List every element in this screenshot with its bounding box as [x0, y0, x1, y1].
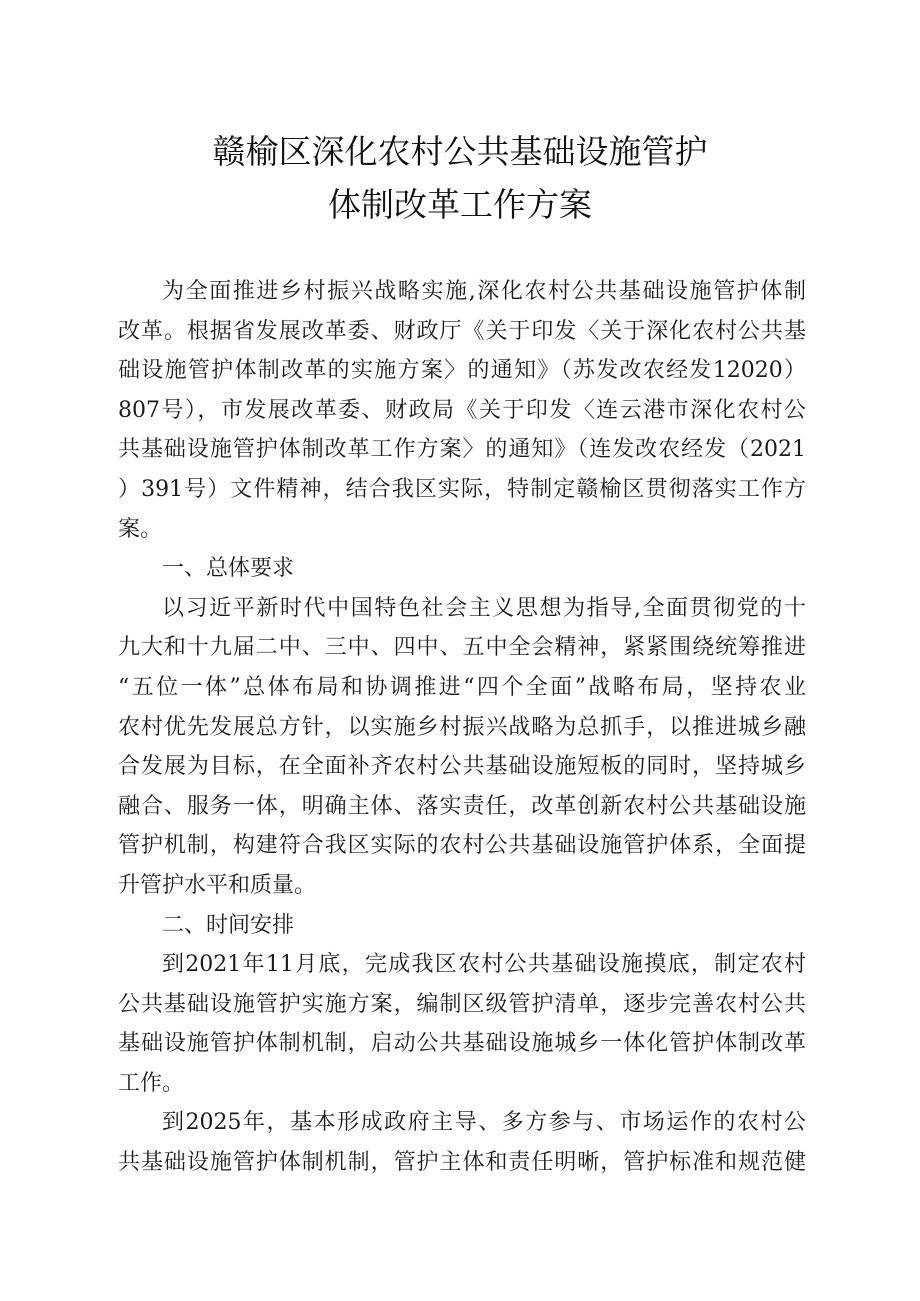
- text-line: 九大和十九届二中、三中、四中、五中全会精神，紧紧围绕统筹推进: [118, 635, 806, 661]
- text-line: ）391号）文件精神，结合我区实际，特制定赣榆区贯彻落实工作方: [118, 476, 806, 502]
- paragraph-preamble: [118, 272, 806, 549]
- text-line: 融合、服务一体，明确主体、落实责任，改革创新农村公共基础设施: [118, 793, 806, 819]
- text-line: 管护机制，构建符合我区实际的农村公共基础设施管护体系，全面提: [118, 833, 806, 859]
- text-line: 工作。: [118, 1070, 185, 1096]
- text-line: 为全面推进乡村振兴战略实施,深化农村公共基础设施管护体制: [162, 279, 806, 304]
- text-line: “五位一体”总体布局和协调推进“四个全面”战略布局，坚持农业: [118, 674, 806, 700]
- text-line: 共基础设施管护体制改革工作方案〉的通知》（连发改农经发（2021: [118, 437, 806, 463]
- text-line: 合发展为目标，在全面补齐农村公共基础设施短板的同时，坚持城乡: [118, 754, 806, 780]
- text-line: 础设施管护体制改革的实施方案〉的通知》（苏发改农经发12020）: [118, 358, 806, 384]
- text-line: 到2025年，基本形成政府主导、多方参与、市场运作的农村公: [162, 1110, 806, 1136]
- document-title-line-1: 赣榆区深化农村公共基础设施管护: [212, 132, 708, 171]
- text-line: 基础设施管护体制机制，启动公共基础设施城乡一体化管护体制改革: [118, 1031, 806, 1057]
- document-title-line-2: 体制改革工作方案: [328, 185, 592, 224]
- paragraph-schedule-2025: [118, 1103, 806, 1182]
- paragraph-schedule-2021: [118, 945, 806, 1103]
- text-line: 案。: [118, 516, 163, 542]
- text-line: 807号），市发展改革委、财政局《关于印发〈连云港市深化农村公: [118, 397, 806, 423]
- text-line: 以习近平新时代中国特色社会主义思想为指导,全面贯彻党的十: [162, 595, 806, 621]
- text-line: 到2021年11月底，完成我区农村公共基础设施摸底，制定农村: [162, 952, 806, 978]
- section-heading-general-requirements: 一、总体要求: [162, 556, 295, 582]
- paragraph-general-requirements: [118, 589, 806, 906]
- text-line: 升管护水平和质量。: [118, 872, 317, 898]
- text-line: 公共基础设施管护实施方案，编制区级管护清单，逐步完善农村公共: [118, 991, 806, 1017]
- section-heading-schedule: 二、时间安排: [162, 912, 295, 938]
- text-line: 共基础设施管护体制机制，管护主体和责任明晰，管护标准和规范健: [118, 1150, 806, 1176]
- text-line: 改革。根据省发展改革委、财政厅《关于印发〈关于深化农村公共基: [118, 318, 806, 344]
- text-line: 农村优先发展总方针，以实施乡村振兴战略为总抓手，以推进城乡融: [118, 714, 806, 740]
- document-body: [118, 272, 806, 1183]
